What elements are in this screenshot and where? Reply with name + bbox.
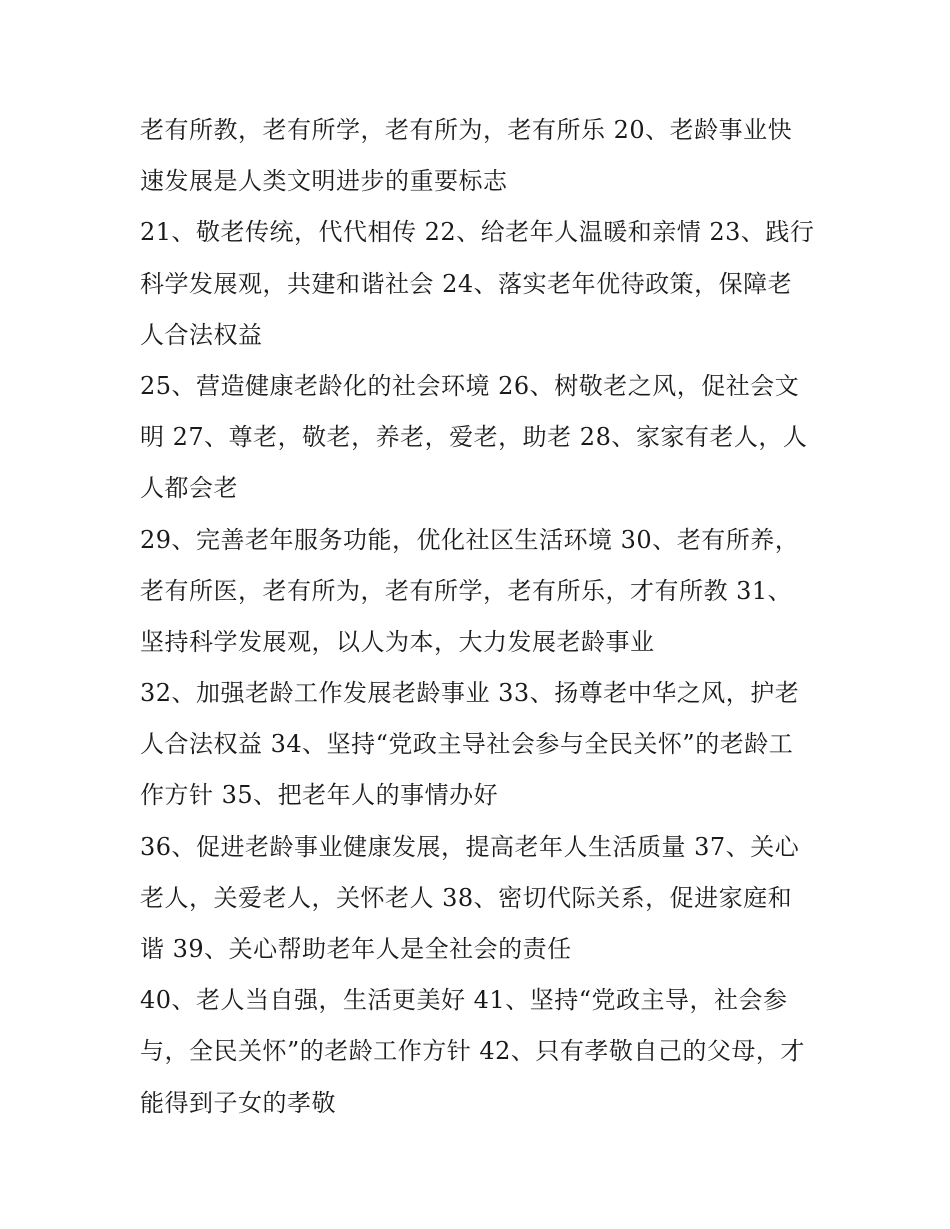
text-line-16: 老人，关爱老人，关怀老人 38、密切代际关系，促进家庭和 [140,883,793,912]
text-line-8: 人都会老 [140,474,238,503]
text-line-3: 21、敬老传统，代代相传 22、给老年人温暖和亲情 23、践行 [140,218,815,247]
text-line-14: 作方针 35、把老年人的事情办好 [140,781,499,810]
text-line-2: 速发展是人类文明进步的重要标志 [140,167,508,196]
text-line-17: 谐 39、关心帮助老年人是全社会的责任 [140,935,572,963]
document-body [140,105,820,1129]
text-line-5: 人合法权益 [140,320,263,349]
text-line-9: 29、完善老年服务功能，优化社区生活环境 30、老有所养， [140,525,800,554]
text-line-20: 能得到子女的孝敬 [140,1088,336,1117]
text-line-7: 明 27、尊老，敬老，养老，爱老，助老 28、家家有老人，人 [140,423,808,452]
text-line-1: 老有所教，老有所学，老有所为，老有所乐 20、老龄事业快 [140,116,793,144]
text-line-12: 32、加强老龄工作发展老龄事业 33、扬尊老中华之风，护老 [140,679,800,708]
text-line-15: 36、促进老龄事业健康发展，提高老年人生活质量 37、关心 [140,832,800,861]
text-line-11: 坚持科学发展观，以人为本，大力发展老龄事业 [140,627,655,656]
text-line-10: 老有所医，老有所为，老有所学，老有所乐，才有所教 31、 [140,576,793,605]
text-line-18: 40、老人当自强，生活更美好 41、坚持“党政主导，社会参 [140,986,788,1015]
text-line-4: 科学发展观，共建和谐社会 24、落实老年优待政策，保障老 [140,269,793,298]
text-line-13: 人合法权益 34、坚持“党政主导社会参与全民关怀”的老龄工 [140,730,794,759]
text-line-19: 与，全民关怀”的老龄工作方针 42、只有孝敬自己的父母，才 [140,1037,805,1066]
text-line-6: 25、营造健康老龄化的社会环境 26、树敬老之风，促社会文 [140,371,800,400]
